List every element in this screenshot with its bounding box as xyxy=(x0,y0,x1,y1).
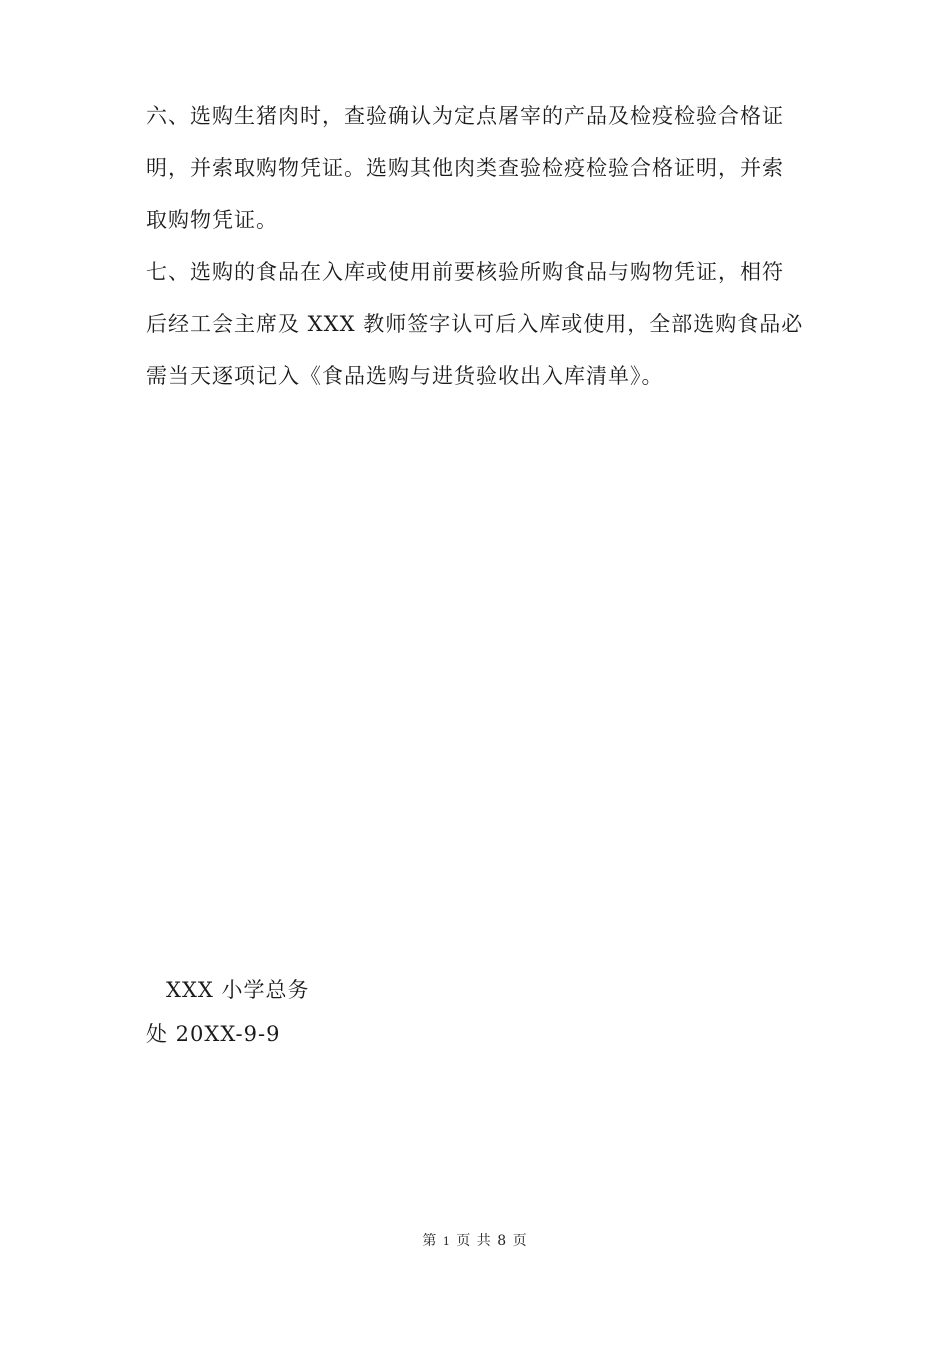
signature-organization: XXX 小学总务 xyxy=(166,978,310,1002)
paragraph-line: 需当天逐项记入《食品选购与进货验收出入库清单》。 xyxy=(146,364,664,388)
page-footer xyxy=(0,1230,950,1250)
paragraph-line: 明，并索取购物凭证。选购其他肉类查验检疫检验合格证明，并索 xyxy=(146,156,784,180)
footer-suffix: 页 xyxy=(512,1233,528,1249)
paragraph-seven xyxy=(146,246,806,402)
paragraph-line: 后经工会主席及 XXX 教师签字认可后入库或使用，全部选购食品必 xyxy=(146,312,804,336)
document-body xyxy=(146,90,806,402)
footer-middle: 页 共 xyxy=(456,1233,492,1249)
paragraph-line: 七、选购的食品在入库或使用前要核验所购食品与购物凭证，相符 xyxy=(146,260,784,284)
signature-date: 处 20XX-9-9 xyxy=(146,1022,281,1046)
signature-block xyxy=(146,968,310,1056)
paragraph-six xyxy=(146,90,806,246)
paragraph-line: 取购物凭证。 xyxy=(146,208,278,232)
footer-prefix: 第 xyxy=(422,1233,438,1249)
footer-total-pages: 8 xyxy=(497,1233,508,1249)
footer-page-number: 1 xyxy=(442,1235,451,1248)
paragraph-line: 六、选购生猪肉时，查验确认为定点屠宰的产品及检疫检验合格证 xyxy=(146,104,784,128)
